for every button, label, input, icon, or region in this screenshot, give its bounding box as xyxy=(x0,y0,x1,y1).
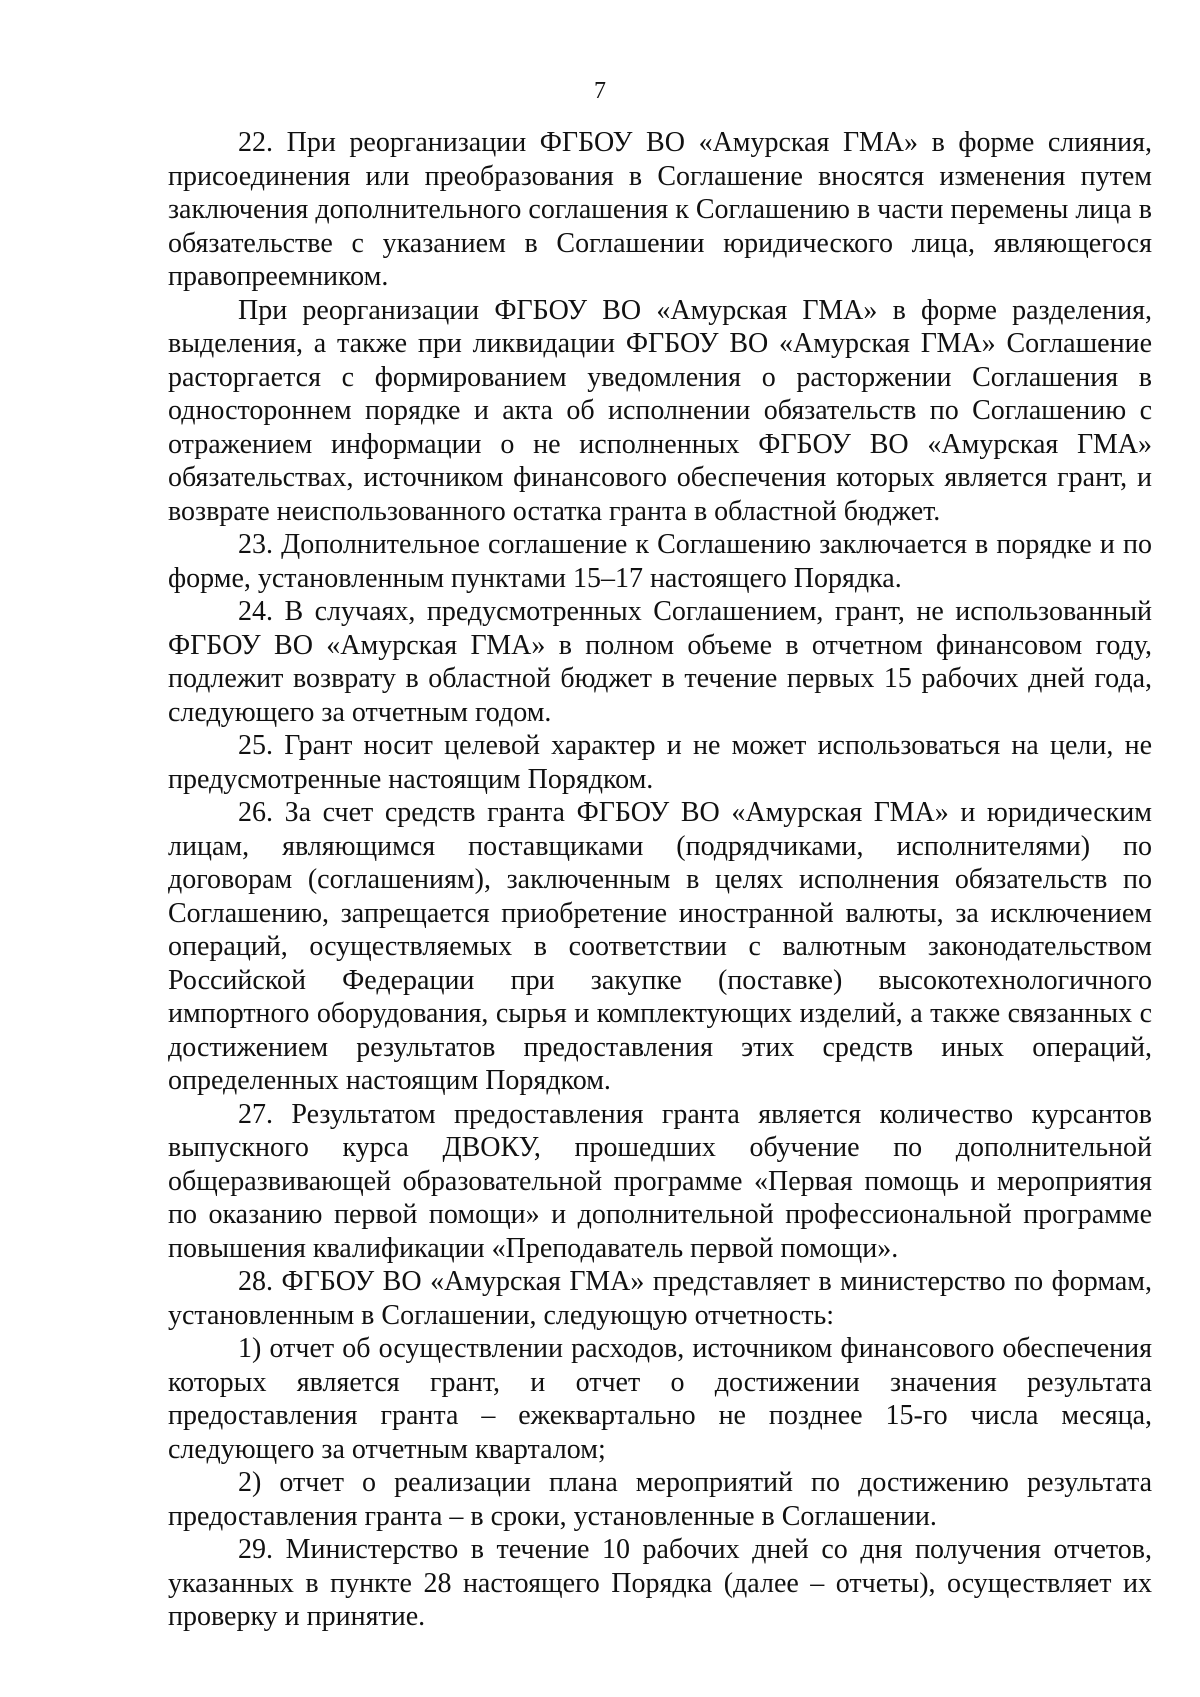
paragraph-25: 25. Грант носит целевой характер и не может использоваться на цели, не предусмотренные настоящим Порядком. xyxy=(168,730,1152,795)
paragraph-27: 27. Результатом предоставления гранта является количество курсантов выпускного курса ДВОКУ, прошедших обучение по дополнительной общеразвивающей образовательной программе «Первая помощь и мероприятия по оказанию первой помощи» и дополнительной профессиональной программе повышения квалификации «Преподаватель первой помощи». xyxy=(168,1098,1152,1264)
paragraph-29: 29. Министерство в течение 10 рабочих дней со дня получения отчетов, указанных в пункте 28 настоящего Порядка (далее – отчеты), осуществляет их проверку и принятие. xyxy=(168,1534,1152,1632)
paragraph-28-item-1: 1) отчет об осуществлении расходов, источником финансового обеспечения которых является грант, и отчет о достижении значения результата предоставления гранта – ежеквартально не позднее 15-го числа месяца, следующего за отчетным кварталом; xyxy=(168,1333,1152,1465)
paragraph-22: 22. При реорганизации ФГБОУ ВО «Амурская ГМА» в форме слияния, присоединения или преобразования в Соглашение вносятся изменения путем заключения дополнительного соглашения к Соглашению в части перемены лица в обязательстве с указанием в Соглашении юридического лица, являющегося правопреемником. xyxy=(168,127,1152,292)
paragraph-24: 24. В случаях, предусмотренных Соглашением, грант, не использованный ФГБОУ ВО «Амурская ГМА» в полном объеме в отчетном финансовом году, подлежит возврату в областной бюджет в течение первых 15 рабочих дней года, следующего за отчетным годом. xyxy=(168,596,1152,728)
paragraph-22-reorganization: При реорганизации ФГБОУ ВО «Амурская ГМА» в форме разделения, выделения, а также при ликвидации ФГБОУ ВО «Амурская ГМА» Соглашение расторгается с формированием уведомления о расторжении Соглашения в одностороннем порядке и акта об исполнении обязательств по Соглашению с отражением информации о не исполненных ФГБОУ ВО «Амурская ГМА» обязательствах, источником финансового обеспечения которых является грант, и возврате неиспользованного остатка гранта в областной бюджет. xyxy=(168,294,1152,527)
page-number: 7 xyxy=(594,78,606,104)
paragraph-26: 26. За счет средств гранта ФГБОУ ВО «Амурская ГМА» и юридическим лицам, являющимся поставщиками (подрядчиками, исполнителями) по договорам (соглашениям), заключенным в целях исполнения обязательств по Соглашению, запрещается приобретение иностранной валюты, за исключением операций, осуществляемых в соответствии с валютным законодательством Российской Федерации при закупке (поставке) высокотехнологичного импортного оборудования, сырья и комплектующих изделий, а также связанных с достижением результатов предоставления этих средств иных операций, определенных настоящим Порядком. xyxy=(168,797,1152,1096)
paragraph-23: 23. Дополнительное соглашение к Соглашению заключается в порядке и по форме, установленным пунктами 15–17 настоящего Порядка. xyxy=(168,529,1152,594)
document-body xyxy=(168,126,1152,1634)
paragraph-28-item-2: 2) отчет о реализации плана мероприятий по достижению результата предоставления гранта – в сроки, установленные в Соглашении. xyxy=(168,1467,1152,1532)
paragraph-28: 28. ФГБОУ ВО «Амурская ГМА» представляет в министерство по формам, установленным в Соглашении, следующую отчетность: xyxy=(168,1266,1152,1331)
